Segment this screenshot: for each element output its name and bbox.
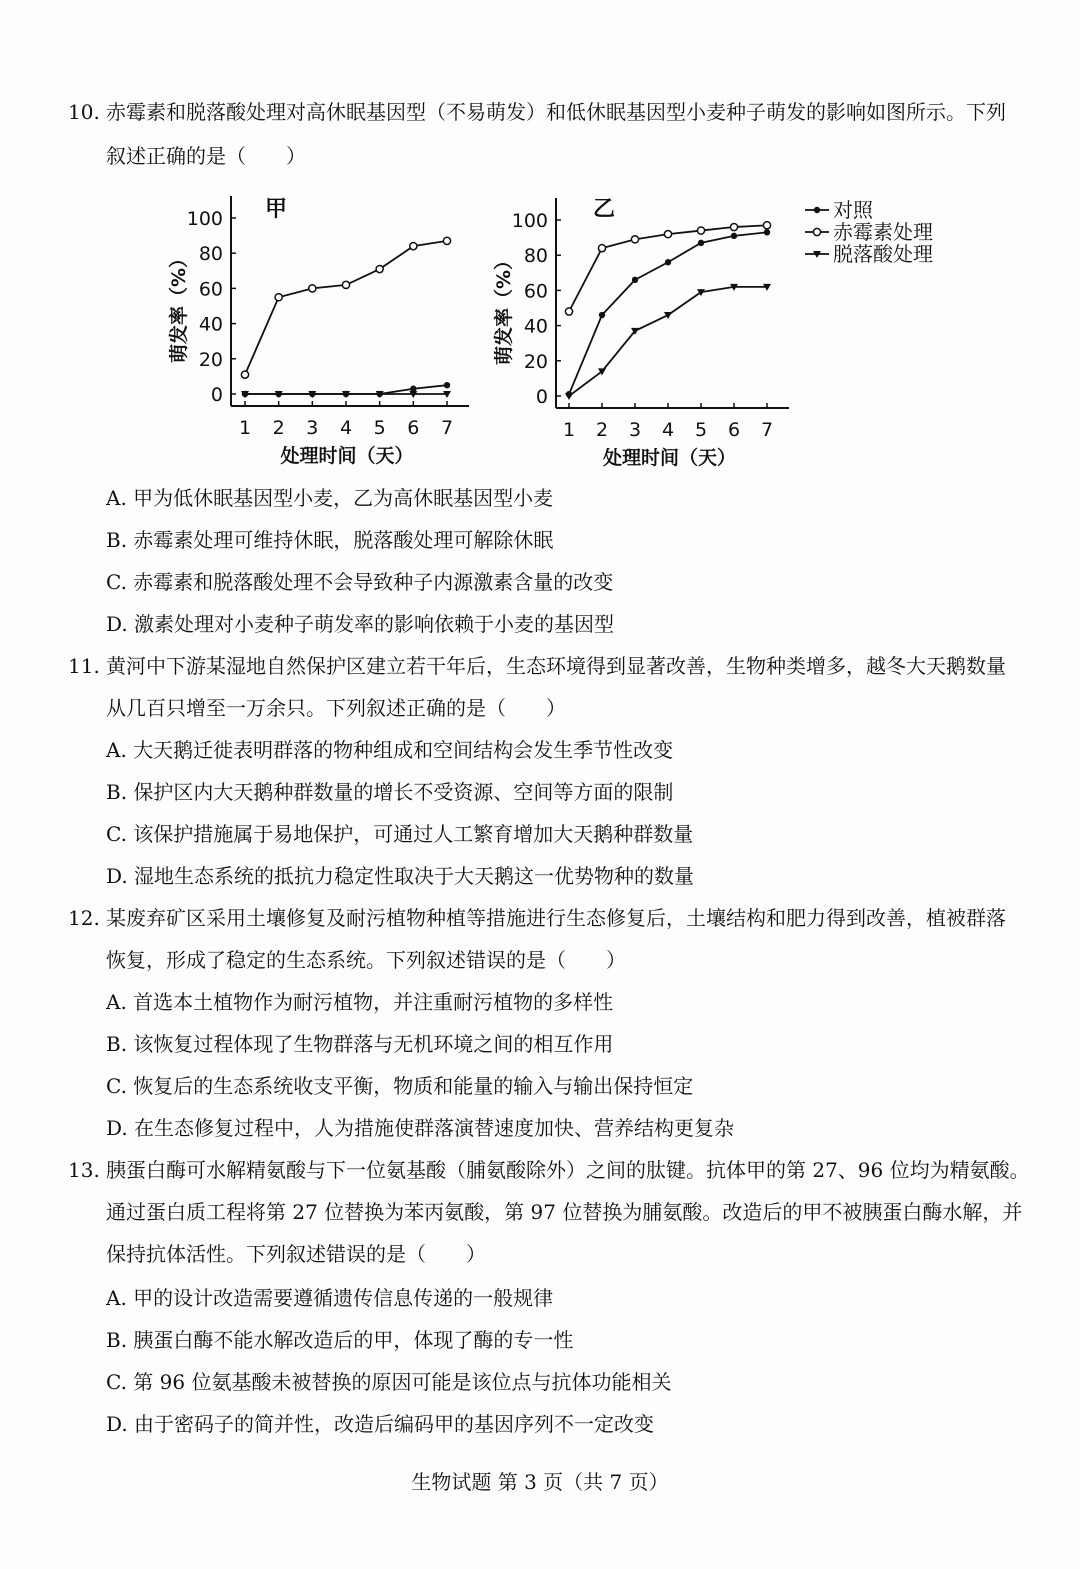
x-tick-label: 1 [238, 417, 252, 439]
q13-number: 13. [68, 1158, 100, 1182]
data-point [665, 259, 671, 265]
q11-option-c: C. 该保护措施属于易地保护，可通过人工繁育增加大天鹅种群数量 [106, 822, 694, 846]
q13-stem-line1: 胰蛋白酶可水解精氨酸与下一位氨基酸（脯氨酸除外）之间的肽键。抗体甲的第 27、96 位均为精氨酸。 [106, 1158, 1030, 1182]
y-tick-label: 40 [198, 313, 223, 336]
data-point [730, 223, 737, 230]
q13-option-a: A. 甲的设计改造需要遵循遗传信息传递的一般规律 [106, 1286, 554, 1310]
data-point [599, 312, 605, 318]
x-tick-label: 6 [407, 417, 420, 439]
chart-title-2: 乙 [593, 197, 616, 222]
x-tick-label: 2 [595, 419, 609, 441]
data-point [664, 230, 671, 237]
x-tick-label: 6 [727, 419, 741, 441]
data-point [631, 236, 638, 243]
q10-stem-line2: 叙述正确的是（ ） [106, 144, 306, 168]
q10-number: 10. [68, 100, 100, 124]
data-point [444, 382, 450, 388]
x-tick-label: 2 [272, 417, 285, 439]
data-point [565, 308, 572, 315]
series-line-1-2 [245, 241, 447, 375]
y-tick-label: 20 [523, 350, 548, 373]
x-tick-label: 7 [760, 419, 774, 441]
y-tick-label: 100 [186, 208, 223, 230]
data-point [697, 227, 704, 234]
data-point [763, 222, 770, 229]
x-tick-label: 3 [306, 417, 319, 439]
q12-option-c: C. 恢复后的生态系统收支平衡，物质和能量的输入与输出保持恒定 [106, 1074, 694, 1098]
q11-stem-line1: 黄河中下游某湿地自然保护区建立若干年后，生态环境得到显著改善，生物种类增多，越冬大天鹅数量 [106, 654, 1006, 678]
q12-number: 12. [68, 906, 100, 930]
q10-option-c: C. 赤霉素和脱落酸处理不会导致种子内源激素含量的改变 [106, 570, 614, 594]
data-point [731, 233, 737, 239]
series-line-2-3 [569, 287, 767, 396]
q12-stem-line1: 某废弃矿区采用土壤修复及耐污植物种植等措施进行生态修复后，土壤结构和肥力得到改善，植被群落 [106, 906, 1006, 930]
q11-option-d: D. 湿地生态系统的抵抗力稳定性取决于大天鹅这一优势物种的数量 [106, 864, 695, 888]
x-tick-label: 1 [562, 419, 576, 441]
q10-option-d: D. 激素处理对小麦种子萌发率的影响依赖于小麦的基因型 [106, 612, 615, 636]
page-footer: 生物试题 第 3 页（共 7 页） [411, 1470, 669, 1494]
y-axis-label-1: 萌发率（%） [168, 248, 190, 364]
data-point [275, 294, 282, 301]
y-tick-label: 80 [523, 245, 548, 268]
legend-label: 对照 [833, 198, 873, 222]
q11-option-a: A. 大天鹅迁徙表明群落的物种组成和空间结构会发生季节性改变 [106, 738, 674, 762]
data-point [309, 285, 316, 292]
q10-stem-line1: 赤霉素和脱落酸处理对高休眠基因型（不易萌发）和低休眠基因型小麦种子萌发的影响如图所示。下列 [106, 100, 1006, 124]
q11-option-b: B. 保护区内大天鹅种群数量的增长不受资源、空间等方面的限制 [106, 780, 674, 804]
y-tick-label: 80 [198, 243, 223, 266]
x-tick-label: 4 [339, 417, 353, 439]
data-point [376, 265, 383, 272]
y-tick-label: 60 [523, 280, 548, 303]
q10-figure [165, 190, 965, 480]
q13-option-d: D. 由于密码子的简并性，改造后编码甲的基因序列不一定改变 [106, 1412, 655, 1436]
q13-option-b: B. 胰蛋白酶不能水解改造后的甲，体现了酶的专一性 [106, 1328, 574, 1352]
q11-number: 11. [68, 654, 100, 678]
q10-option-a: A. 甲为低休眠基因型小麦，乙为高休眠基因型小麦 [106, 486, 554, 510]
x-tick-label: 4 [661, 419, 675, 441]
x-tick-label: 3 [628, 419, 642, 441]
q12-option-a: A. 首选本土植物作为耐污植物，并注重耐污植物的多样性 [106, 990, 614, 1014]
legend-label: 脱落酸处理 [833, 242, 933, 266]
data-point [410, 243, 417, 250]
x-axis-label-2: 处理时间（天） [602, 447, 737, 469]
data-point [632, 277, 638, 283]
q13-stem-line3: 保持抗体活性。下列叙述错误的是（ ） [106, 1242, 486, 1266]
y-tick-label: 60 [198, 278, 223, 301]
q11-stem-line2: 从几百只增至一万余只。下列叙述正确的是（ ） [106, 696, 566, 720]
data-point [443, 237, 450, 244]
q10-option-b: B. 赤霉素处理可维持休眠，脱落酸处理可解除休眠 [106, 528, 554, 552]
q12-stem-line2: 恢复，形成了稳定的生态系统。下列叙述错误的是（ ） [106, 948, 626, 972]
data-point [241, 371, 248, 378]
x-tick-label: 7 [440, 417, 454, 439]
data-point [342, 281, 349, 288]
x-axis-label-1: 处理时间（天） [280, 445, 414, 467]
y-tick-label: 20 [198, 348, 223, 371]
y-tick-label: 100 [511, 210, 548, 232]
x-tick-label: 5 [694, 419, 708, 441]
data-point [565, 393, 573, 400]
q12-option-d: D. 在生态修复过程中，人为措施使群落演替速度加快、营养结构更复杂 [106, 1116, 735, 1140]
legend-label: 赤霉素处理 [833, 220, 933, 244]
chart-title-1: 甲 [265, 197, 288, 222]
q12-option-b: B. 该恢复过程体现了生物群落与无机环境之间的相互作用 [106, 1032, 614, 1056]
q13-stem-line2: 通过蛋白质工程将第 27 位替换为苯丙氨酸，第 97 位替换为脯氨酸。改造后的甲不被胰蛋白酶水解，并 [106, 1200, 1023, 1224]
y-axis-label-2: 萌发率（%） [493, 250, 515, 366]
y-tick-label: 0 [210, 384, 223, 406]
y-tick-label: 0 [535, 386, 548, 408]
data-point [598, 245, 605, 252]
germination-charts [165, 190, 965, 480]
data-point [410, 386, 416, 392]
y-tick-label: 40 [523, 315, 548, 338]
data-point [698, 240, 704, 246]
legend-marker [813, 228, 820, 235]
data-point [764, 229, 770, 235]
x-tick-label: 5 [373, 417, 386, 439]
legend-marker [814, 207, 820, 213]
q13-option-c: C. 第 96 位氨基酸未被替换的原因可能是该位点与抗体功能相关 [106, 1370, 672, 1394]
